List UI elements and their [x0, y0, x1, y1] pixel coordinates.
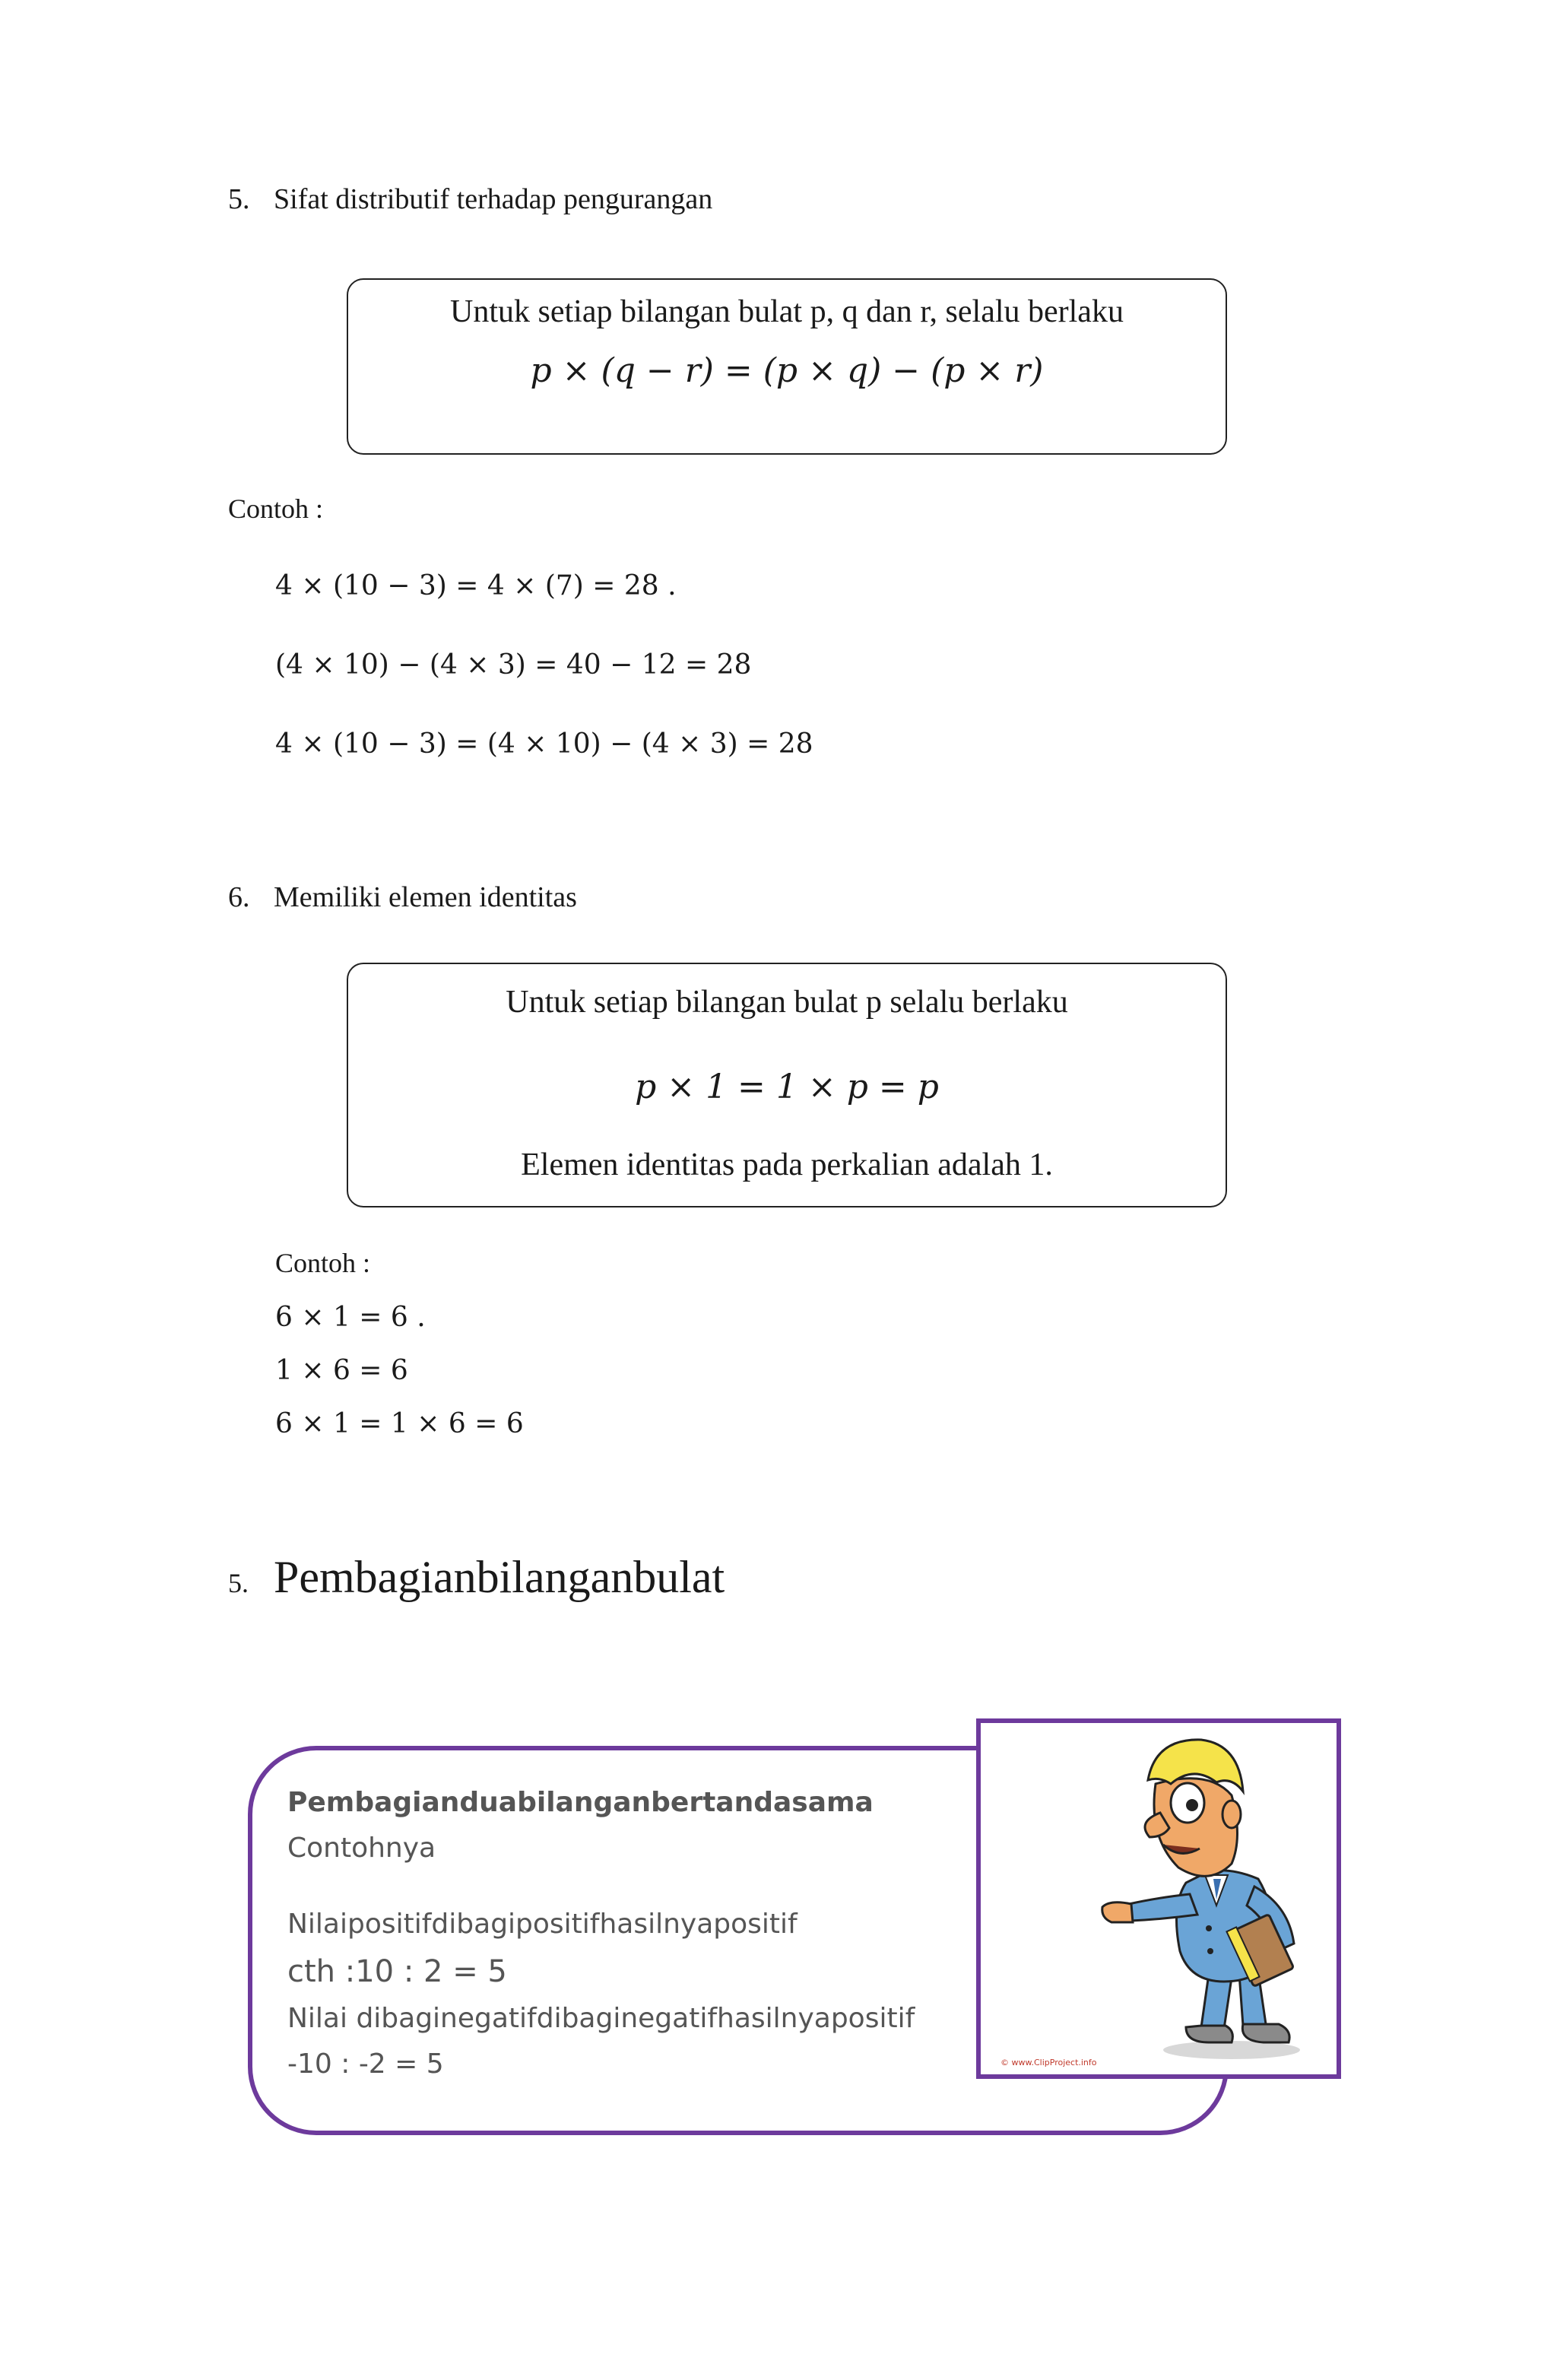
cartoon-frame: [976, 1718, 1341, 2079]
section6-example-2: 1 × 6 = 6: [275, 1355, 408, 1386]
distributive-rule-box: [347, 278, 1227, 455]
identity-rule-text: Untuk setiap bilangan bulat p selalu berlaku: [506, 985, 1068, 1020]
division-title: Pembagianbilanganbulat: [274, 1552, 725, 1602]
section6-title: Memiliki elemen identitas: [274, 881, 577, 913]
section6-heading: [228, 881, 577, 914]
section6-number: 6.: [228, 881, 250, 913]
distributive-formula: p × (q − r) = (p × q) − (p × r): [530, 351, 1044, 390]
cartoon-teacher-illustration: [981, 1723, 1337, 2074]
section5-example-2: (4 × 10) − (4 × 3) = 40 − 12 = 28: [275, 649, 752, 681]
section6-example-label: Contoh :: [275, 1248, 371, 1278]
section5-example-3: 4 × (10 − 3) = (4 × 10) − (4 × 3) = 28: [275, 728, 813, 760]
identity-rule-box: [347, 963, 1227, 1207]
distributive-rule-text: Untuk setiap bilangan bulat p, q dan r, selalu berlaku: [450, 294, 1124, 329]
card-example-1: cth :10 : 2 = 5: [287, 1954, 507, 1989]
section5-number: 5.: [228, 183, 250, 215]
clipart-watermark: © www.ClipProject.info: [1000, 2058, 1097, 2067]
card-example-2: -10 : -2 = 5: [287, 2048, 444, 2080]
section5-heading: [228, 182, 712, 216]
section6-example-3: 6 × 1 = 1 × 6 = 6: [275, 1408, 524, 1439]
division-number: 5.: [228, 1568, 249, 1598]
card-title: Pembagianduabilanganbertandasama: [287, 1787, 874, 1818]
section5-example-label: Contoh :: [228, 493, 324, 524]
card-subtitle: Contohnya: [287, 1833, 436, 1864]
identity-formula: p × 1 = 1 × p = p: [635, 1068, 939, 1106]
card-rule-1: Nilaipositifdibagipositifhasilnyapositif: [287, 1909, 798, 1940]
section5-example-1: 4 × (10 − 3) = 4 × (7) = 28 .: [275, 570, 677, 601]
card-rule-2: Nilai dibaginegatifdibaginegatifhasilnyapositif: [287, 2003, 915, 2034]
section6-example-1: 6 × 1 = 6 .: [275, 1302, 426, 1333]
division-heading: [228, 1551, 725, 1604]
section5-title: Sifat distributif terhadap pengurangan: [274, 183, 713, 215]
identity-element-note: Elemen identitas pada perkalian adalah 1.: [521, 1147, 1053, 1182]
